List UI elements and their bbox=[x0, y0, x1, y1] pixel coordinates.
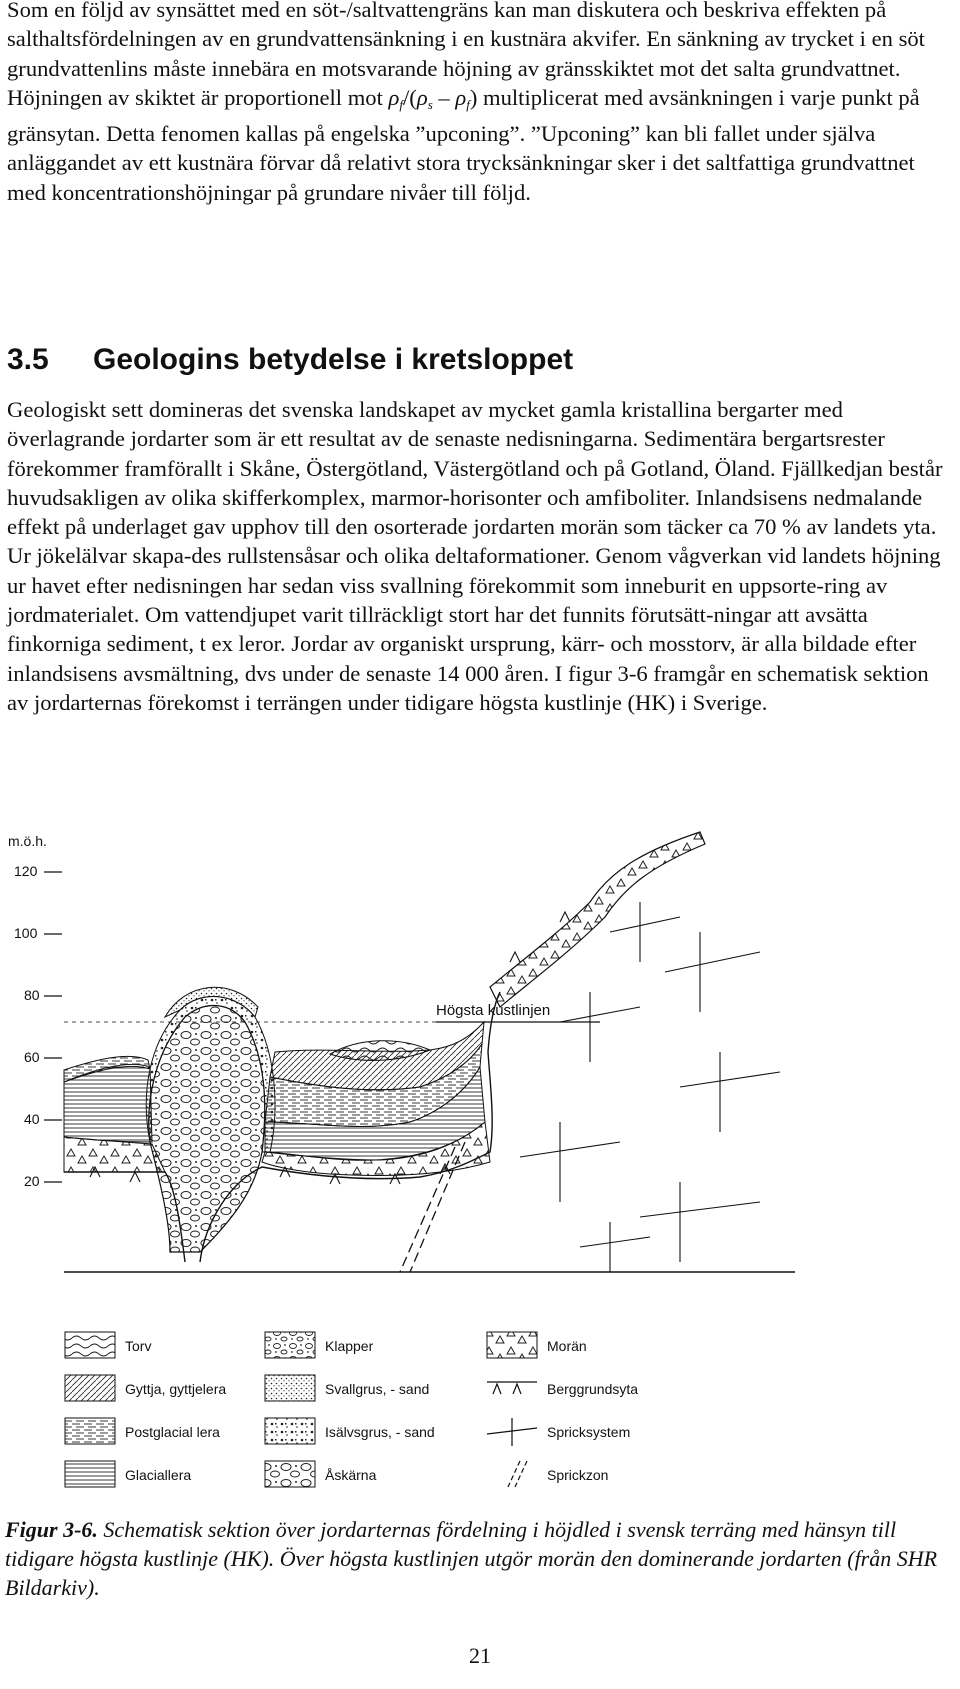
figure-caption-text: Schematisk sektion över jordarternas fördelning i höjdled i svensk terräng med hänsyn till tidigare högsta kustlinje (HK). Över högsta kustlinjen utgör morän den dominerande jordarten (från SHR Bildarkiv). bbox=[5, 1517, 938, 1600]
geological-cross-section bbox=[0, 822, 960, 1522]
y-tick-label: 40 bbox=[24, 1111, 40, 1127]
svg-text:Glaciallera: Glaciallera bbox=[125, 1467, 192, 1483]
svg-text:Isälvsgrus, - sand: Isälvsgrus, - sand bbox=[325, 1424, 435, 1440]
body-paragraph-upconing: Som en följd av synsättet med en söt-/saltvattengräns kan man diskutera och beskriva effekten på salthaltsfördelningen av en grundvattensänkning i en kustnära akvifer. En sänkning av trycket i en söt grundvattenlins måste innebära en motsvarande höjning av gränsskiktet mot det salta grundvattnet. Höjningen av skiktet är proportionell mot $\rho_f/(\rho_s - \rho_f)$ multiplicerat med avsänkningen i varje punkt på gränsytan. Detta fenomen kallas på engelska ”upconing”. ”Upconing” kan bli fallet under själva anläggandet av ett kustnära förvar då relativt stora trycksänkningar sker i det saltfattiga grundvattnet med koncentrationshöjningar på grundare nivåer till följd. bbox=[7, 0, 925, 205]
legend-item-postglacial bbox=[65, 1418, 220, 1444]
figure-legend bbox=[65, 1332, 638, 1487]
y-tick-label: 20 bbox=[24, 1173, 40, 1189]
legend-item-klapper bbox=[265, 1332, 374, 1358]
legend-item-gyttja bbox=[65, 1375, 226, 1401]
svg-text:Åskärna: Åskärna bbox=[325, 1467, 377, 1483]
svg-text:Torv: Torv bbox=[125, 1338, 152, 1354]
section-number: 3.5 bbox=[7, 343, 49, 376]
legend-item-torv bbox=[65, 1332, 151, 1358]
legend-item-isalvsgrus bbox=[265, 1418, 435, 1444]
highest-shoreline-label: Högsta kustlinjen bbox=[436, 1002, 551, 1019]
legend-item-berggrundsyta bbox=[487, 1381, 638, 1397]
body-paragraph-geology: Geologiskt sett domineras det svenska landskapet av mycket gamla kristallina bergarter med överlagrande jordarter som är ett resultat av de senaste nedisningarna. Sedimentära bergartsrester förekommer framförallt i Skåne, Östergötland, Västergötland och på Gotland, Öland. Fjällkedjan består huvudsakligen av olika skifferkomplex, marmor-horisonter och amfiboliter. Inlandsisens nedmalande effekt på underlaget gav upphov till den osorterade jordarten morän som täcker ca 70 % av landets yta. Ur jökelälvar skapa-des rullstensåsar och olika deltaformationer. Genom vågverkan vid landets höjning ur havet efter nedisningen har sedan viss svallning förekommit som inneburit en uppsorte-ring av jordmaterialet. Om vattendjupet varit tillräckligt stort har det funnits förutsätt-ningar att avsätta finkorniga sediment, t ex leror. Jordar av organiskt ursprung, kärr- och mosstorv, är alla bildade efter inlandsisens avsmältning, dvs under de senaste 14 000 åren. I figur 3-6 framgår en schematisk sektion av jordarternas förekomst i terrängen under tidigare högsta kustlinje (HK) i Sverige. bbox=[7, 397, 943, 715]
legend-item-svallgrus bbox=[265, 1375, 429, 1401]
svg-text:Sprickzon: Sprickzon bbox=[547, 1467, 609, 1483]
legend-item-moran bbox=[487, 1332, 587, 1358]
figure-caption bbox=[5, 1515, 950, 1602]
svg-text:Gyttja, gyttjelera: Gyttja, gyttjelera bbox=[125, 1381, 227, 1397]
legend-item-glaciallera bbox=[65, 1461, 191, 1487]
legend-item-sprickzon bbox=[508, 1461, 608, 1487]
legend-item-spricksystem bbox=[487, 1418, 630, 1446]
y-tick-label: 80 bbox=[24, 987, 40, 1003]
y-tick-label: 100 bbox=[14, 925, 38, 941]
y-tick-label: 60 bbox=[24, 1049, 40, 1065]
figure-caption-label: Figur 3-6. bbox=[5, 1517, 98, 1542]
legend-item-askarna bbox=[265, 1461, 377, 1487]
section-title: Geologins betydelse i kretsloppet bbox=[93, 343, 574, 376]
section-heading bbox=[7, 340, 573, 380]
svg-text:Svallgrus, - sand: Svallgrus, - sand bbox=[325, 1381, 430, 1397]
svg-text:Spricksystem: Spricksystem bbox=[547, 1424, 631, 1440]
svg-text:Postglacial lera: Postglacial lera bbox=[125, 1424, 220, 1440]
svg-text:Klapper: Klapper bbox=[325, 1338, 374, 1354]
svg-text:Berggrundsyta: Berggrundsyta bbox=[547, 1381, 639, 1397]
y-axis bbox=[14, 863, 62, 1189]
svg-text:Morän: Morän bbox=[547, 1338, 587, 1354]
y-tick-label: 120 bbox=[14, 863, 38, 879]
page-number: 21 bbox=[469, 1643, 491, 1668]
figure-3-6 bbox=[0, 822, 960, 1522]
axis-unit-label: m.ö.h. bbox=[8, 833, 47, 849]
